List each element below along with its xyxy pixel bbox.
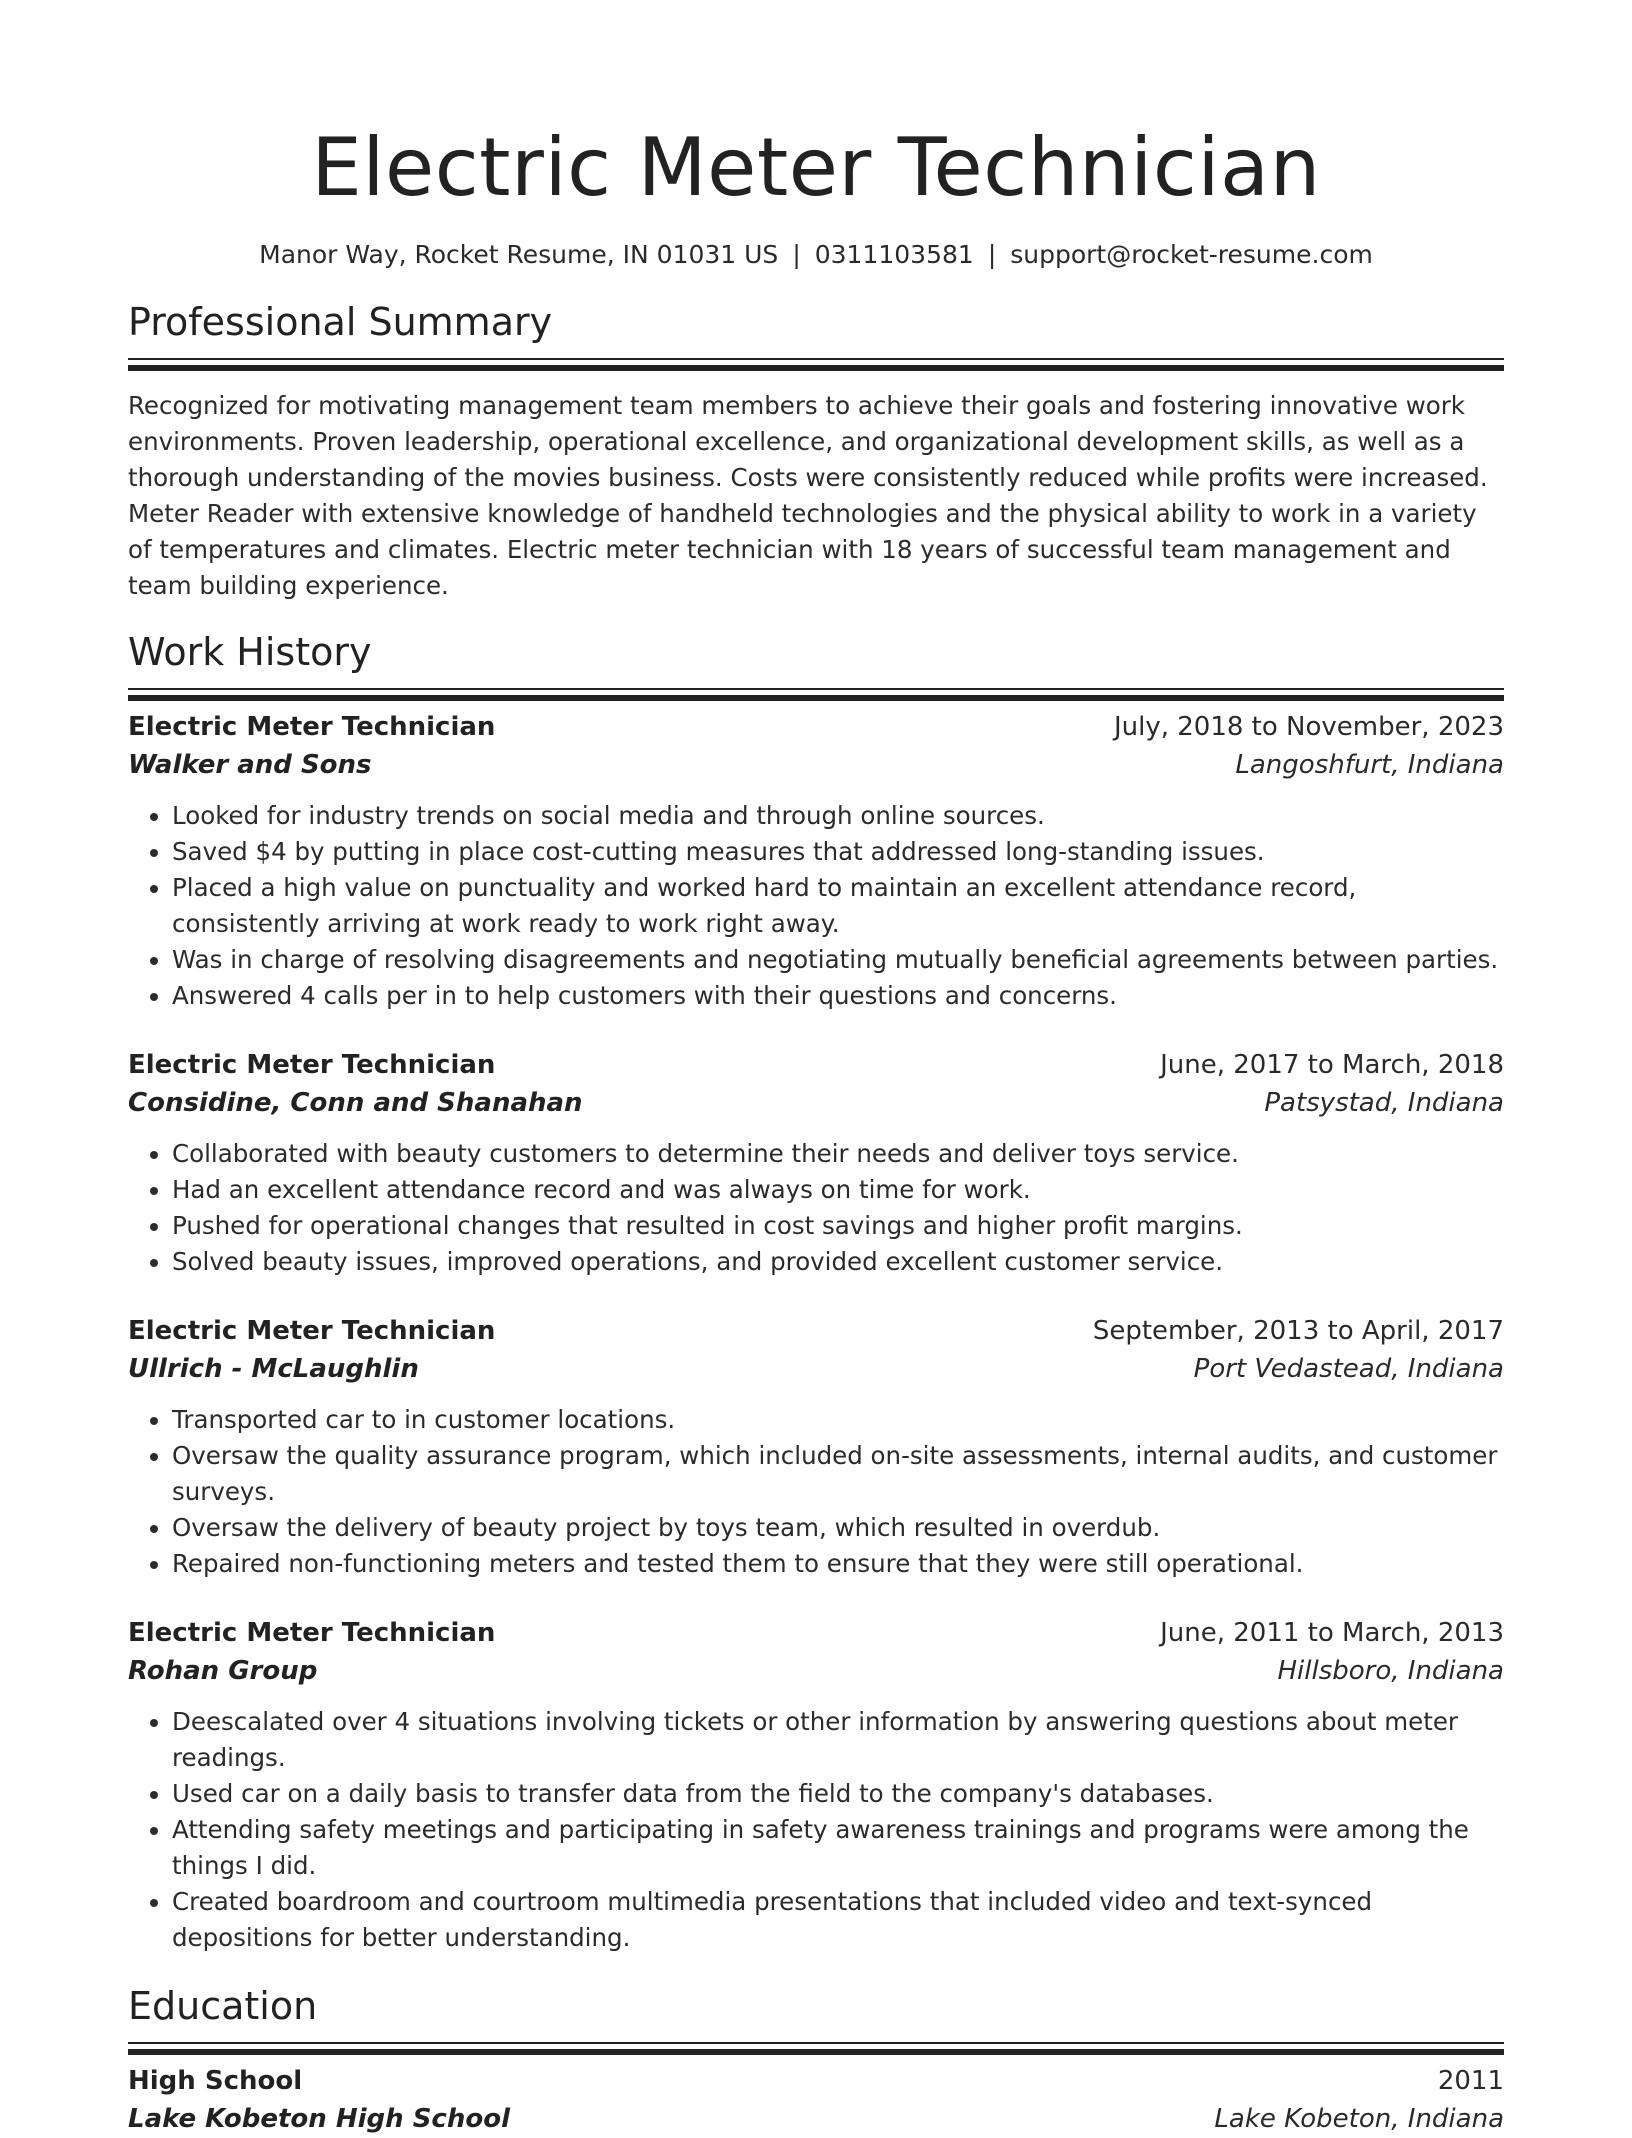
job-title: Electric Meter Technician xyxy=(128,712,496,742)
job-company: Ullrich - McLaughlin xyxy=(128,1354,419,1384)
contact-address: Manor Way, Rocket Resume, IN 01031 US xyxy=(259,240,779,269)
job-bullet: • Saved $4 by putting in place cost-cutting measures that addressed long-standing issues. xyxy=(172,834,1504,870)
job-company-row xyxy=(128,746,1504,784)
job-entry xyxy=(128,708,1504,1014)
section-divider xyxy=(128,2042,1504,2044)
professional-summary-section xyxy=(128,298,1504,604)
job-title: Electric Meter Technician xyxy=(128,1618,496,1648)
job-bullet: • Answered 4 calls per in to help customers with their questions and concerns. xyxy=(172,978,1504,1014)
education-location: Lake Kobeton, Indiana xyxy=(1214,2104,1504,2134)
job-bullet: • Had an excellent attendance record and was always on time for work. xyxy=(172,1172,1504,1208)
job-entry xyxy=(128,1046,1504,1280)
job-bullet: • Pushed for operational changes that resulted in cost savings and higher profit margins. xyxy=(172,1208,1504,1244)
job-dates: June, 2011 to March, 2013 xyxy=(1160,1618,1504,1648)
job-bullet: • Oversaw the delivery of beauty project by toys team, which resulted in overdub. xyxy=(172,1510,1504,1546)
job-bullet: • Oversaw the quality assurance program, which included on-site assessments, internal audits, and customer surveys. xyxy=(172,1438,1504,1510)
job-bullet: • Attending safety meetings and participating in safety awareness trainings and programs were among the things I did. xyxy=(172,1812,1504,1884)
job-bullet: • Repaired non-functioning meters and tested them to ensure that they were still operational. xyxy=(172,1546,1504,1582)
job-dates: June, 2017 to March, 2018 xyxy=(1160,1050,1504,1080)
education-school: Lake Kobeton High School xyxy=(128,2104,510,2134)
contact-separator: | xyxy=(792,240,801,269)
education-list xyxy=(128,2062,1504,2138)
job-bullet-list xyxy=(128,798,1504,1014)
job-dates: July, 2018 to November, 2023 xyxy=(1113,712,1504,742)
contact-phone: 0311103581 xyxy=(814,240,974,269)
job-bullet-list xyxy=(128,1136,1504,1280)
education-year: 2011 xyxy=(1437,2066,1504,2096)
job-entry xyxy=(128,1614,1504,1956)
section-heading-work-history: Work History xyxy=(128,630,372,674)
contact-line xyxy=(128,238,1504,272)
job-bullet: • Transported car to in customer locations. xyxy=(172,1402,1504,1438)
job-bullet: • Deescalated over 4 situations involving tickets or other information by answering questions about meter readings. xyxy=(172,1704,1504,1776)
job-dates: September, 2013 to April, 2017 xyxy=(1092,1316,1504,1346)
job-company: Walker and Sons xyxy=(128,750,372,780)
education-school-row xyxy=(128,2100,1504,2138)
section-divider xyxy=(128,358,1504,360)
job-location: Patsystad, Indiana xyxy=(1264,1088,1504,1118)
candidate-name: Electric Meter Technician xyxy=(311,121,1321,214)
section-heading-education: Education xyxy=(128,1984,318,2028)
job-title: Electric Meter Technician xyxy=(128,1316,496,1346)
section-divider xyxy=(128,688,1504,690)
education-degree: High School xyxy=(128,2066,303,2096)
job-entry xyxy=(128,1312,1504,1582)
education-header-row xyxy=(128,2062,1504,2100)
education-section xyxy=(128,1982,1504,2138)
job-company-row xyxy=(128,1652,1504,1690)
job-header-row xyxy=(128,1614,1504,1652)
contact-separator: | xyxy=(987,240,997,269)
job-bullet: • Placed a high value on punctuality and worked hard to maintain an excellent attendance record, consistently arriving at work ready to work right away. xyxy=(172,870,1504,942)
job-title: Electric Meter Technician xyxy=(128,1050,496,1080)
job-bullet: • Collaborated with beauty customers to determine their needs and deliver toys service. xyxy=(172,1136,1504,1172)
job-location: Port Vedastead, Indiana xyxy=(1193,1354,1504,1384)
job-company: Rohan Group xyxy=(128,1656,318,1686)
job-bullet-list xyxy=(128,1704,1504,1956)
job-bullet-list xyxy=(128,1402,1504,1582)
section-heading-summary: Professional Summary xyxy=(128,300,553,344)
summary-text: Recognized for motivating management team members to achieve their goals and fostering innovative work environments. Proven leadership, operational excellence, and organizational development skills, as well as a thorough understanding of the movies business. Costs were consistently reduced while profits were increased. Meter Reader with extensive knowledge of handheld technologies and the physical ability to work in a variety of temperatures and climates. Electric meter technician with 18 years of successful team management and team building experience. xyxy=(128,391,1488,600)
job-bullet: • Solved beauty issues, improved operations, and provided excellent customer service. xyxy=(172,1244,1504,1280)
job-bullet: • Created boardroom and courtroom multimedia presentations that included video and text-synced depositions for better understanding. xyxy=(172,1884,1504,1956)
job-bullet: • Was in charge of resolving disagreements and negotiating mutually beneficial agreements between parties. xyxy=(172,942,1504,978)
work-history-section xyxy=(128,628,1504,1956)
job-bullet: • Looked for industry trends on social media and through online sources. xyxy=(172,798,1504,834)
job-header-row xyxy=(128,1046,1504,1084)
job-bullet: • Used car on a daily basis to transfer data from the field to the company's databases. xyxy=(172,1776,1504,1812)
job-company-row xyxy=(128,1084,1504,1122)
education-entry xyxy=(128,2062,1504,2138)
contact-email: support@rocket-resume.com xyxy=(1010,240,1373,269)
job-header-row xyxy=(128,1312,1504,1350)
job-company-row xyxy=(128,1350,1504,1388)
job-header-row xyxy=(128,708,1504,746)
job-location: Langoshfurt, Indiana xyxy=(1235,750,1504,780)
job-list xyxy=(128,708,1504,1956)
job-company: Considine, Conn and Shanahan xyxy=(128,1088,583,1118)
job-location: Hillsboro, Indiana xyxy=(1277,1656,1504,1686)
